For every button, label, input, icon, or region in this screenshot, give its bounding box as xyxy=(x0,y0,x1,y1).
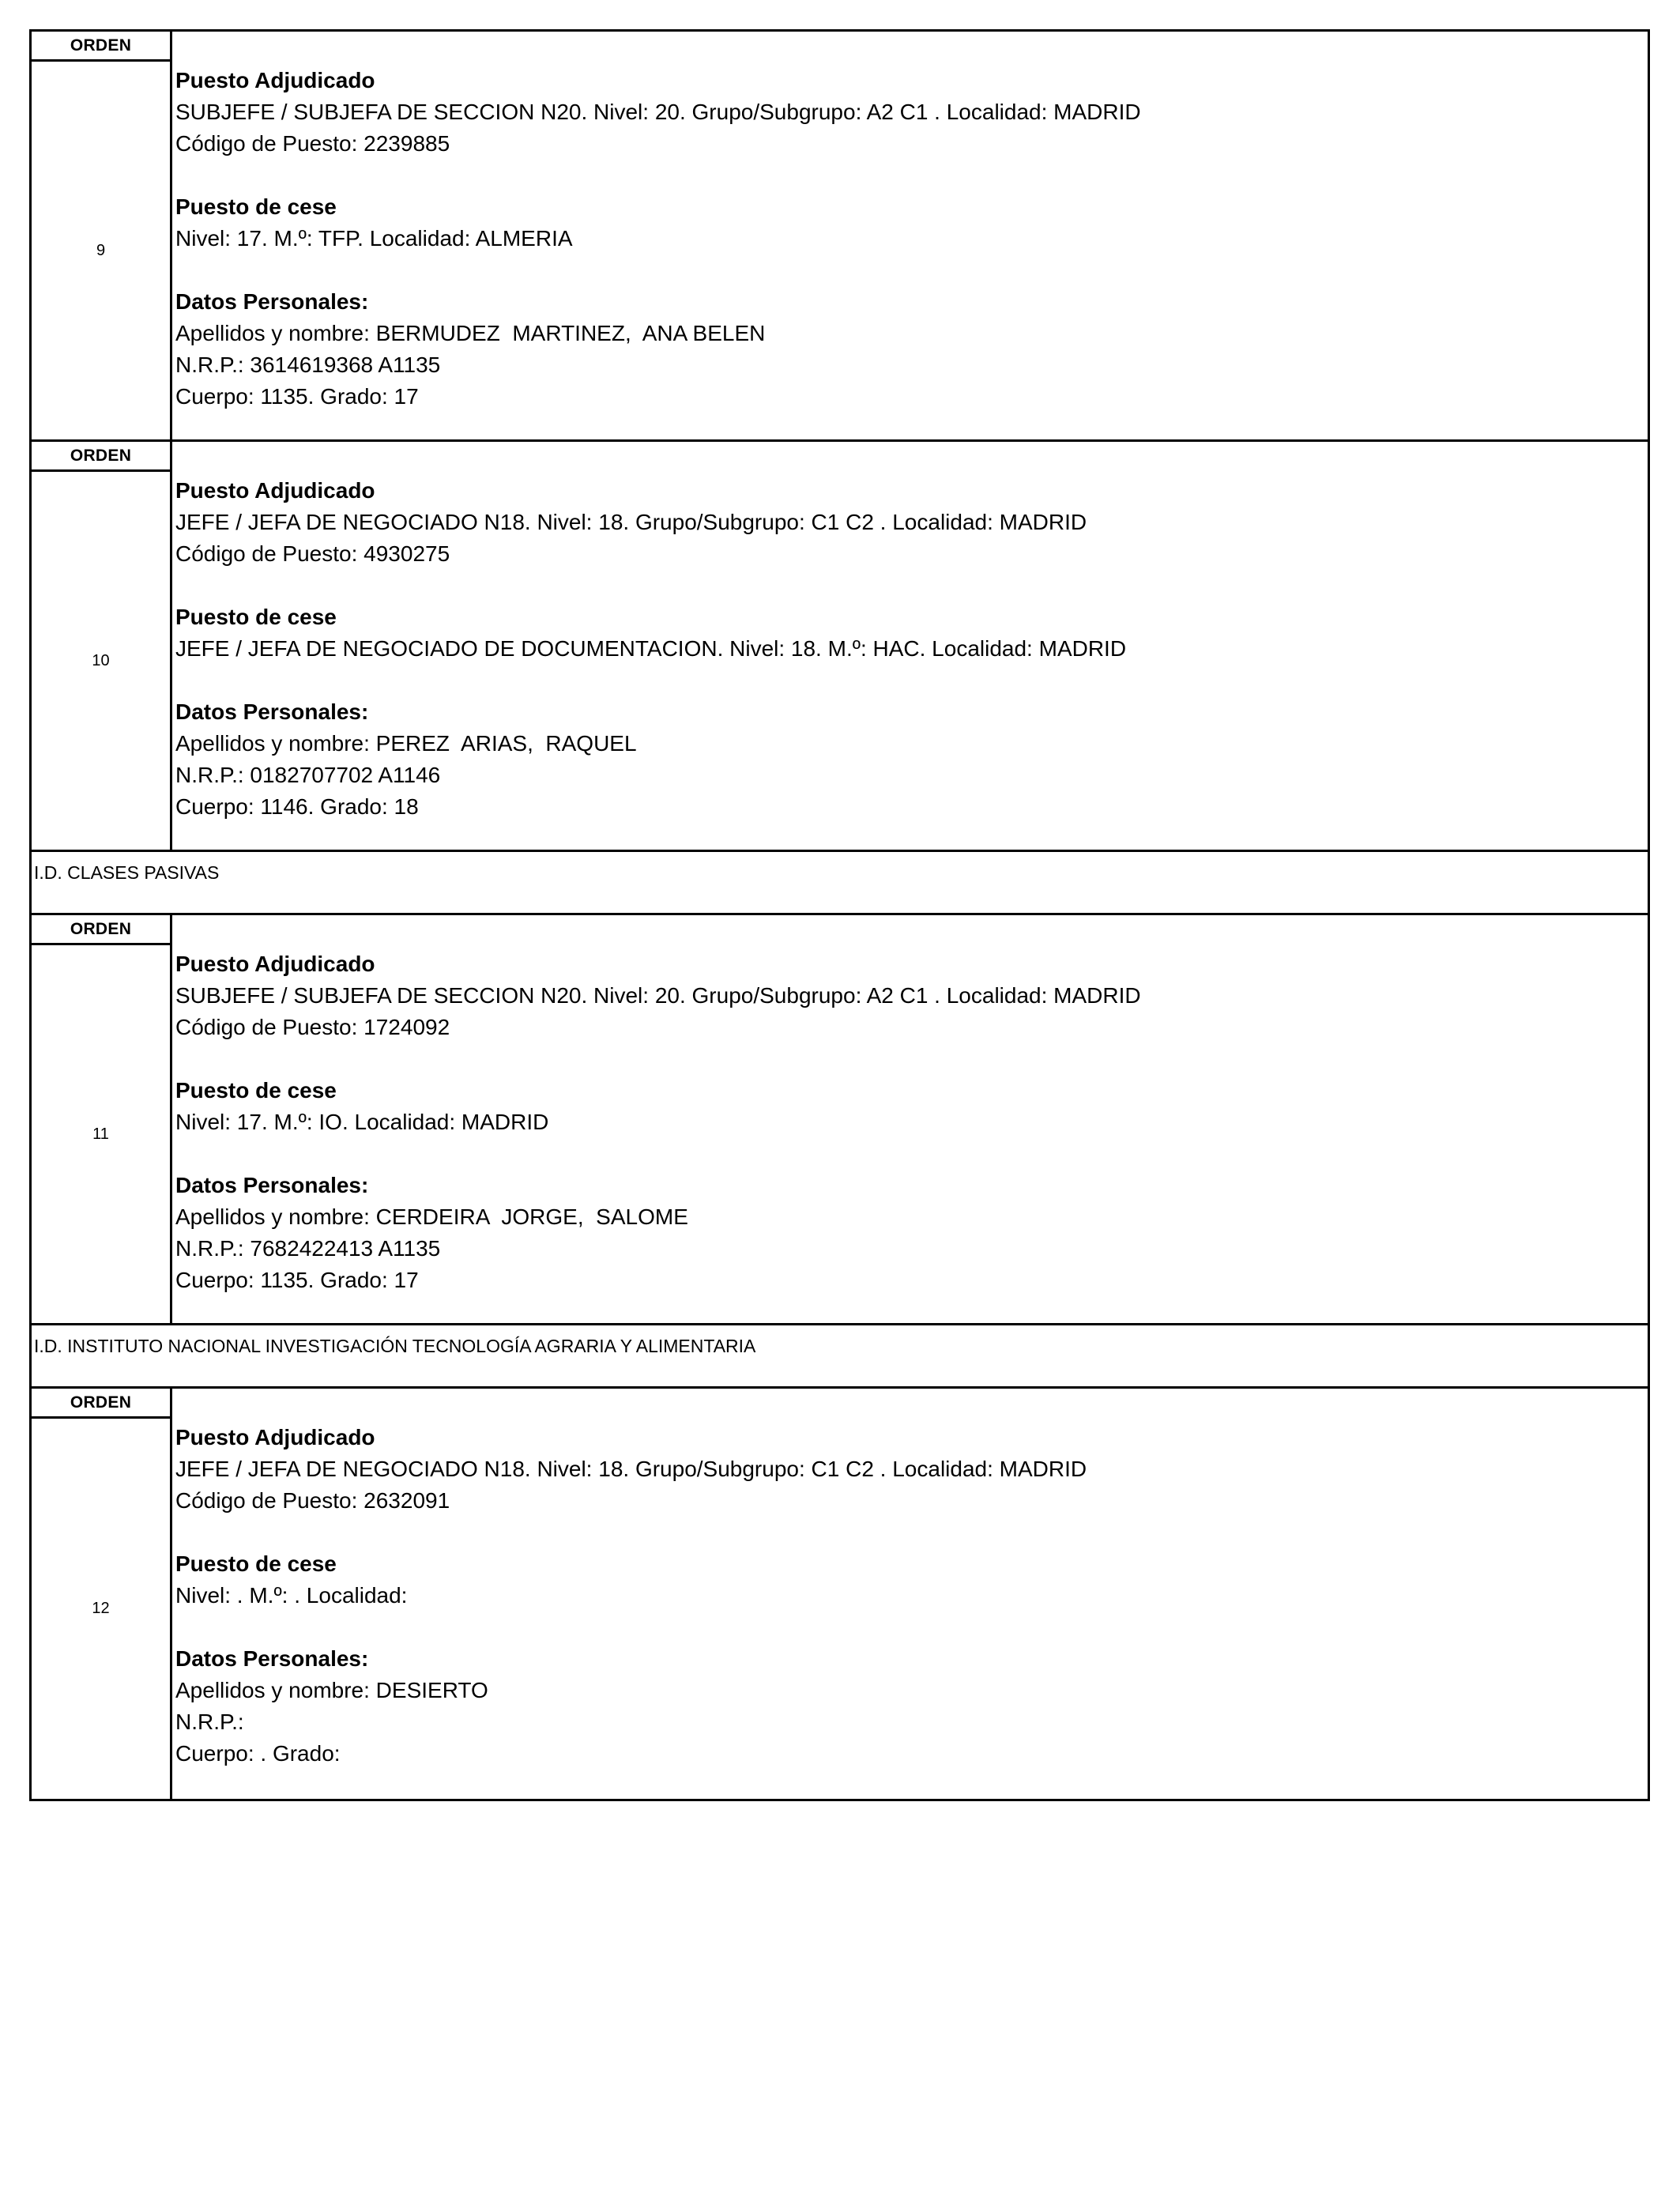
datos-personales-heading: Datos Personales: xyxy=(175,1646,369,1671)
cuerpo-grado: Cuerpo: 1135. Grado: 17 xyxy=(175,384,419,409)
orden-number: 10 xyxy=(92,651,110,669)
puesto-cese-desc: Nivel: . M.º: . Localidad: xyxy=(175,1583,408,1608)
section-header: I.D. INSTITUTO NACIONAL INVESTIGACIÓN TECNOLOGÍA AGRARIA Y ALIMENTARIA xyxy=(32,1325,1648,1389)
orden-number: 11 xyxy=(92,1125,109,1143)
puesto-cese-desc: JEFE / JEFA DE NEGOCIADO DE DOCUMENTACION. Nivel: 18. M.º: HAC. Localidad: MADRID xyxy=(175,636,1127,661)
record-block xyxy=(32,1389,1648,1799)
orden-label: ORDEN xyxy=(32,32,170,62)
record-details xyxy=(172,1389,1648,1799)
puesto-cese-heading: Puesto de cese xyxy=(175,1078,337,1103)
nrp: N.R.P.: 0182707702 A1146 xyxy=(175,763,441,787)
record-block xyxy=(32,32,1648,442)
nrp: N.R.P.: 3614619368 A1135 xyxy=(175,352,441,377)
apellidos-nombre: Apellidos y nombre: CERDEIRA JORGE, SALOME xyxy=(175,1204,688,1229)
datos-personales-heading: Datos Personales: xyxy=(175,699,369,724)
codigo-puesto: Código de Puesto: 1724092 xyxy=(175,1015,450,1039)
orden-label: ORDEN xyxy=(32,442,170,472)
cuerpo-grado: Cuerpo: 1146. Grado: 18 xyxy=(175,794,419,819)
puesto-adjudicado-heading: Puesto Adjudicado xyxy=(175,68,375,92)
puesto-adjudicado-desc: SUBJEFE / SUBJEFA DE SECCION N20. Nivel: 20. Grupo/Subgrupo: A2 C1 . Localidad: MADRID xyxy=(175,983,1141,1008)
puesto-adjudicado-heading: Puesto Adjudicado xyxy=(175,478,375,503)
orden-column xyxy=(32,32,172,439)
puesto-adjudicado-desc: JEFE / JEFA DE NEGOCIADO N18. Nivel: 18. Grupo/Subgrupo: C1 C2 . Localidad: MADRID xyxy=(175,510,1087,534)
record-details xyxy=(172,915,1648,1323)
orden-label: ORDEN xyxy=(32,1389,170,1419)
nrp: N.R.P.: 7682422413 A1135 xyxy=(175,1236,441,1261)
apellidos-nombre: Apellidos y nombre: PEREZ ARIAS, RAQUEL xyxy=(175,731,637,756)
orden-column xyxy=(32,1389,172,1799)
orden-column xyxy=(32,442,172,850)
orden-number: 12 xyxy=(92,1600,110,1617)
record-block xyxy=(32,915,1648,1325)
orden-number: 9 xyxy=(96,241,106,259)
orden-label: ORDEN xyxy=(32,915,170,945)
puesto-cese-heading: Puesto de cese xyxy=(175,194,337,219)
apellidos-nombre: Apellidos y nombre: DESIERTO xyxy=(175,1678,488,1702)
puesto-adjudicado-desc: JEFE / JEFA DE NEGOCIADO N18. Nivel: 18. Grupo/Subgrupo: C1 C2 . Localidad: MADRID xyxy=(175,1457,1087,1481)
puesto-adjudicado-desc: SUBJEFE / SUBJEFA DE SECCION N20. Nivel: 20. Grupo/Subgrupo: A2 C1 . Localidad: MADRID xyxy=(175,100,1141,124)
datos-personales-heading: Datos Personales: xyxy=(175,289,369,314)
record-block xyxy=(32,442,1648,852)
codigo-puesto: Código de Puesto: 2632091 xyxy=(175,1488,450,1513)
section-header: I.D. CLASES PASIVAS xyxy=(32,852,1648,915)
cuerpo-grado: Cuerpo: 1135. Grado: 17 xyxy=(175,1268,419,1292)
codigo-puesto: Código de Puesto: 2239885 xyxy=(175,131,450,156)
datos-personales-heading: Datos Personales: xyxy=(175,1173,369,1197)
puesto-cese-desc: Nivel: 17. M.º: IO. Localidad: MADRID xyxy=(175,1110,549,1134)
orden-column xyxy=(32,915,172,1323)
nrp: N.R.P.: xyxy=(175,1710,244,1734)
codigo-puesto: Código de Puesto: 4930275 xyxy=(175,541,450,566)
apellidos-nombre: Apellidos y nombre: BERMUDEZ MARTINEZ, ANA BELEN xyxy=(175,321,766,345)
record-details xyxy=(172,32,1648,439)
record-details xyxy=(172,442,1648,850)
puesto-adjudicado-heading: Puesto Adjudicado xyxy=(175,1425,375,1449)
adjudication-table xyxy=(29,29,1650,1801)
puesto-cese-heading: Puesto de cese xyxy=(175,605,337,629)
puesto-adjudicado-heading: Puesto Adjudicado xyxy=(175,952,375,976)
cuerpo-grado: Cuerpo: . Grado: xyxy=(175,1741,341,1766)
puesto-cese-heading: Puesto de cese xyxy=(175,1551,337,1576)
puesto-cese-desc: Nivel: 17. M.º: TFP. Localidad: ALMERIA xyxy=(175,226,573,251)
